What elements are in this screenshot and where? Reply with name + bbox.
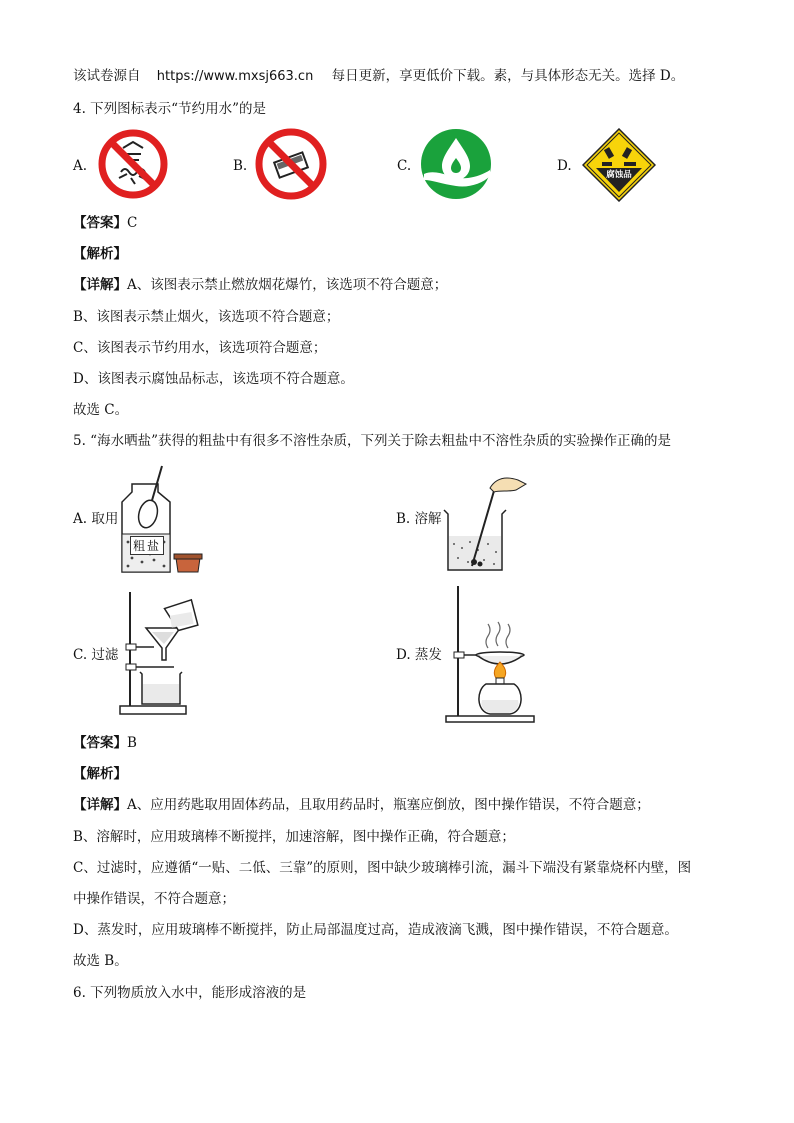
dissolving-beaker-figure bbox=[440, 470, 530, 578]
filtration-figure bbox=[118, 588, 214, 722]
q5-answer-value: B bbox=[127, 735, 137, 751]
q5-option-b-label: B. 溶解 bbox=[396, 511, 442, 527]
no-fireworks-icon bbox=[97, 128, 169, 204]
q5-option-a-label: A. 取用 bbox=[73, 511, 119, 527]
source-prefix: 该试卷源自 bbox=[73, 68, 141, 84]
q5-detail-a-text: A、应用药匙取用固体药品，且取用药品时，瓶塞应倒放，图中操作错误，不符合题意； bbox=[127, 797, 650, 813]
water-saving-icon bbox=[418, 128, 494, 204]
q4-option-d-label: D. bbox=[557, 158, 572, 174]
q4-detail-b: B、该图表示禁止烟火，该选项不符合题意； bbox=[73, 309, 340, 325]
q4-answer bbox=[73, 214, 137, 232]
q4-detail-a-text: A、该图表示禁止燃放烟花爆竹，该选项不符合题意； bbox=[127, 277, 448, 293]
q4-option-c-label: C. bbox=[397, 158, 412, 174]
q6-stem: 6. 下列物质放入水中，能形成溶液的是 bbox=[73, 985, 307, 1001]
evaporation-figure bbox=[444, 582, 540, 728]
q5-conclusion: 故选 B。 bbox=[73, 953, 128, 969]
q4-detail-label: 【详解】 bbox=[73, 277, 127, 293]
q4-stem: 4. 下列图标表示“节约用水”的是 bbox=[73, 101, 266, 117]
header-line bbox=[73, 67, 684, 86]
q4-option-b-label: B. bbox=[233, 158, 248, 174]
q5-option-d-label: D. 蒸发 bbox=[396, 647, 442, 663]
q5-detail-d: D、蒸发时，应用玻璃棒不断搅拌，防止局部温度过高，造成液滴飞溅，图中操作错误，不符合题意。 bbox=[73, 922, 678, 938]
q4-answer-label: 【答案】 bbox=[73, 215, 127, 231]
q4-analysis-label: 【解析】 bbox=[73, 246, 127, 262]
corrosive-label: 腐蚀品 bbox=[606, 170, 632, 180]
q5-answer bbox=[73, 734, 137, 752]
q4-detail-a bbox=[73, 276, 447, 294]
q5-detail-a bbox=[73, 796, 650, 814]
q5-detail-c2: 中操作错误，不符合题意； bbox=[73, 891, 235, 907]
corrosive-hazard-icon bbox=[582, 128, 656, 206]
q4-option-a-label: A. bbox=[73, 158, 88, 174]
q4-detail-c: C、该图表示节约用水，该选项符合题意； bbox=[73, 340, 327, 356]
q5-stem: 5. “海水晒盐”获得的粗盐中有很多不溶性杂质，下列关于除去粗盐中不溶性杂质的实验操作正确的是 bbox=[73, 433, 671, 449]
q5-detail-c1: C、过滤时，应遵循“一贴、二低、三靠”的原则，图中缺少玻璃棒引流，漏斗下端没有紧靠烧杯内壁，图 bbox=[73, 860, 692, 876]
q4-answer-value: C bbox=[127, 215, 138, 231]
salt-bottle-figure bbox=[118, 462, 218, 582]
q5-detail-label: 【详解】 bbox=[73, 797, 127, 813]
q5-option-c-label: C. 过滤 bbox=[73, 647, 119, 663]
q5-detail-b: B、溶解时，应用玻璃棒不断搅拌，加速溶解，图中操作正确，符合题意； bbox=[73, 829, 515, 845]
no-fire-icon bbox=[254, 127, 328, 205]
q4-detail-d: D、该图表示腐蚀品标志，该选项不符合题意。 bbox=[73, 371, 354, 387]
source-url[interactable]: https://www.mxsj663.cn bbox=[156, 69, 314, 84]
q5-analysis-label: 【解析】 bbox=[73, 766, 127, 782]
source-suffix: 每日更新，享更低价下载。素，与具体形态无关。选择 D。 bbox=[331, 68, 685, 84]
q5-answer-label: 【答案】 bbox=[73, 735, 127, 751]
q4-conclusion: 故选 C。 bbox=[73, 402, 129, 418]
bottle-label: 粗盐 bbox=[130, 536, 164, 555]
